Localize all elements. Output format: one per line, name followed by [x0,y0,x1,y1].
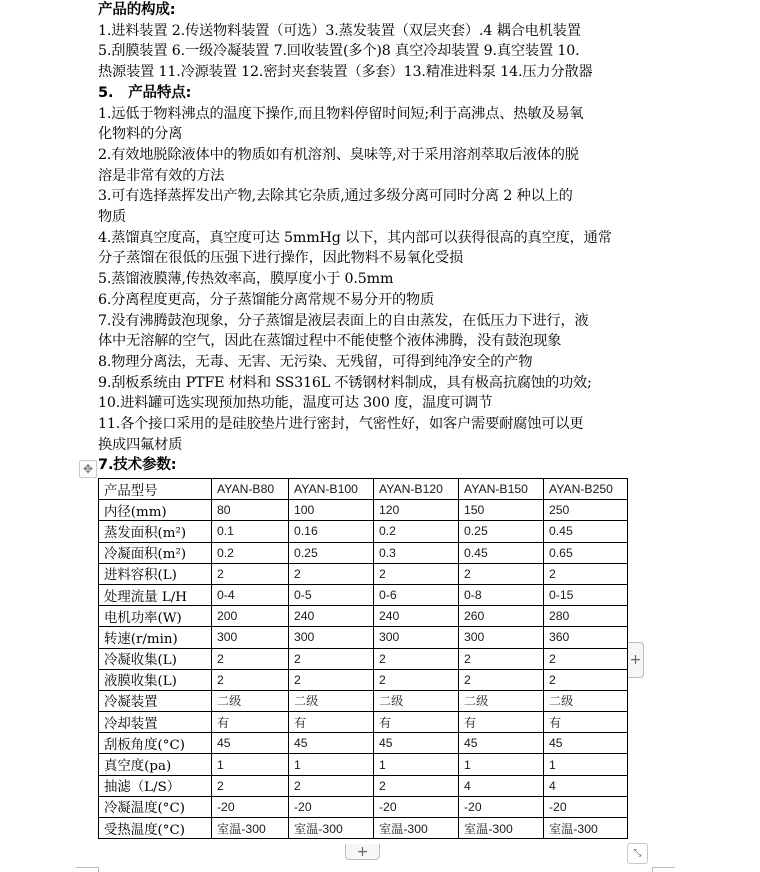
param-value-cell[interactable]: -20 [459,796,544,817]
param-value-cell[interactable]: 0.2 [212,542,289,563]
param-value-cell[interactable]: 2 [544,563,628,584]
composition-line: 5.刮膜装置 6.一级冷凝装置 7.回收装置(多个)8 真空冷却装置 9.真空装置 10. [98,43,580,60]
param-value-cell[interactable]: 4 [459,775,544,796]
table-row [99,627,628,648]
param-value-cell[interactable]: 45 [374,733,459,754]
param-label-cell[interactable]: 电机功率(W) [99,606,212,627]
table-header-row [99,479,628,500]
param-value-cell[interactable]: 2 [459,669,544,690]
table-move-handle-icon[interactable]: ✥ [79,460,97,478]
param-label-cell[interactable]: 进料容积(L) [99,563,212,584]
param-value-cell[interactable]: 有 [289,712,374,733]
param-label-cell[interactable]: 真空度(pa) [99,754,212,775]
param-value-cell[interactable]: 100 [289,500,374,521]
param-value-cell[interactable]: 200 [212,606,289,627]
param-value-cell[interactable]: 45 [289,733,374,754]
table-row [99,542,628,563]
table-row [99,563,628,584]
param-value-cell[interactable]: 300 [459,627,544,648]
param-value-cell[interactable]: -20 [212,796,289,817]
param-value-cell[interactable]: 2 [289,563,374,584]
model-header-cell[interactable]: AYAN-B80 [212,479,289,500]
param-value-cell[interactable]: 二级 [289,690,374,711]
table-row [99,500,628,521]
features-list [98,104,658,456]
model-header-cell[interactable]: AYAN-B100 [289,479,374,500]
param-value-cell[interactable]: 二级 [544,690,628,711]
param-value-cell[interactable]: 室温-300 [212,818,289,839]
param-value-cell[interactable]: 2 [374,563,459,584]
add-row-button[interactable]: + [345,844,380,860]
param-value-cell[interactable]: 0.1 [212,521,289,542]
feature-line: 10.进料罐可选实现预加热功能，温度可达 300 度，温度可调节 [98,395,493,412]
param-value-cell[interactable]: 45 [459,733,544,754]
param-value-cell[interactable]: 1 [212,754,289,775]
param-value-cell[interactable]: 2 [212,775,289,796]
param-value-cell[interactable]: 0-5 [289,584,374,605]
param-value-cell[interactable]: 45 [212,733,289,754]
composition-heading: 产品的构成: [98,2,176,18]
param-value-cell[interactable]: 室温-300 [459,818,544,839]
param-value-cell[interactable]: 2 [544,669,628,690]
param-value-cell[interactable]: 4 [544,775,628,796]
spec-table [98,478,628,839]
model-header-cell[interactable]: AYAN-B250 [544,479,628,500]
feature-line: 分子蒸馏在很低的压强下进行操作，因此物料不易氧化受损 [98,250,463,267]
table-row [99,669,628,690]
param-value-cell[interactable]: 0.16 [289,521,374,542]
feature-line: 1.远低于物料沸点的温度下操作,而且物料停留时间短;利于高沸点、热敏及易氧 [98,105,584,122]
composition-line: 1.进料装置 2.传送物料装置（可选）3.蒸发装置（双层夹套）.4 耦合电机装置 [98,22,581,39]
param-label-cell[interactable]: 冷凝装置 [99,690,212,711]
table-row [99,690,628,711]
param-label-cell[interactable]: 刮板角度(°C) [99,733,212,754]
table-row [99,584,628,605]
table-row [99,733,628,754]
param-value-cell[interactable]: 0.2 [374,521,459,542]
param-value-cell[interactable]: 120 [374,500,459,521]
feature-line: 体中无溶解的空气，因此在蒸馏过程中不能使整个液体沸腾，没有鼓泡现象 [98,333,562,350]
header-label-cell[interactable]: 产品型号 [99,479,212,500]
specs-heading: 7.技术参数: [98,457,177,474]
param-label-cell[interactable]: 冷凝面积(m²) [99,542,212,563]
feature-line: 4.蒸馏真空度高，真空度可达 5mmHg 以下，其内部可以获得很高的真空度，通常 [98,229,612,246]
feature-line: 物质 [98,209,127,226]
param-value-cell[interactable]: -20 [544,796,628,817]
param-label-cell[interactable]: 内径(mm) [99,500,212,521]
param-label-cell[interactable]: 转速(r/min) [99,627,212,648]
param-value-cell[interactable]: 2 [374,775,459,796]
param-value-cell[interactable]: 2 [289,648,374,669]
param-value-cell[interactable]: 0.25 [289,542,374,563]
param-value-cell[interactable]: 2 [212,563,289,584]
model-header-cell[interactable]: AYAN-B150 [459,479,544,500]
param-value-cell[interactable]: 二级 [459,690,544,711]
feature-line: 8.物理分离法，无毒、无害、无污染、无残留，可得到纯净安全的产物 [98,353,533,370]
param-value-cell[interactable]: -20 [289,796,374,817]
param-value-cell[interactable]: 250 [544,500,628,521]
param-value-cell[interactable]: 0-15 [544,584,628,605]
add-column-button[interactable]: + [628,642,644,678]
param-value-cell[interactable]: 280 [544,606,628,627]
page-corner-mark-left [76,867,99,872]
param-value-cell[interactable]: 2 [459,648,544,669]
param-label-cell[interactable]: 冷凝收集(L) [99,648,212,669]
param-value-cell[interactable]: 1 [289,754,374,775]
param-value-cell[interactable]: 80 [212,500,289,521]
param-value-cell[interactable]: 0.3 [374,542,459,563]
param-label-cell[interactable]: 冷却装置 [99,712,212,733]
table-row [99,775,628,796]
param-value-cell[interactable]: 0.45 [459,542,544,563]
table-row [99,754,628,775]
page-corner-mark-right [652,867,675,872]
param-value-cell[interactable]: 2 [289,669,374,690]
feature-line: 换成四氟材质 [98,436,183,453]
feature-line: 5.蒸馏液膜薄,传热效率高，膜厚度小于 0.5mm [98,271,394,288]
feature-line: 3.可有选择蒸挥发出产物,去除其它杂质,通过多级分离可同时分离 2 种以上的 [98,188,573,205]
param-value-cell[interactable]: 有 [459,712,544,733]
param-value-cell[interactable]: 0-4 [212,584,289,605]
composition-line: 热源装置 11.冷源装置 12.密封夹套装置（多套）13.精准进料泵 14.压力分散器 [98,64,593,81]
param-value-cell[interactable]: 2 [212,648,289,669]
table-row [99,606,628,627]
document-page [98,0,658,476]
param-value-cell[interactable]: 二级 [374,690,459,711]
param-value-cell[interactable]: 360 [544,627,628,648]
feature-line: 9.刮板系统由 PTFE 材料和 SS316L 不锈钢材料制成，具有极高抗腐蚀的功效; [98,374,592,391]
feature-line: 11.各个接口采用的是硅胶垫片进行密封，气密性好，如客户需要耐腐蚀可以更 [98,416,584,433]
param-value-cell[interactable]: 室温-300 [289,818,374,839]
param-value-cell[interactable]: 2 [544,648,628,669]
param-value-cell[interactable]: 室温-300 [374,818,459,839]
feature-line: 2.有效地脱除液体中的物质如有机溶剂、臭味等,对于采用溶剂萃取后液体的脱 [98,146,579,163]
param-value-cell[interactable]: 2 [374,648,459,669]
param-value-cell[interactable]: 0-8 [459,584,544,605]
param-label-cell[interactable]: 冷凝温度(°C) [99,796,212,817]
param-value-cell[interactable]: 240 [289,606,374,627]
param-value-cell[interactable]: 1 [374,754,459,775]
composition-list [98,21,658,83]
param-value-cell[interactable]: 260 [459,606,544,627]
table-row [99,818,628,839]
param-label-cell[interactable]: 受热温度(°C) [99,818,212,839]
table-row [99,796,628,817]
feature-line: 化物料的分离 [98,126,183,143]
param-value-cell[interactable]: 300 [374,627,459,648]
param-value-cell[interactable]: 二级 [212,690,289,711]
param-label-cell[interactable]: 处理流量 L/H [99,584,212,605]
param-value-cell[interactable]: 45 [544,733,628,754]
param-value-cell[interactable]: 0-6 [374,584,459,605]
table-row [99,648,628,669]
param-value-cell[interactable]: 室温-300 [544,818,628,839]
param-value-cell[interactable]: -20 [374,796,459,817]
param-value-cell[interactable]: 2 [289,775,374,796]
table-row [99,712,628,733]
table-resize-icon[interactable]: ⤡ [627,843,648,864]
param-label-cell[interactable]: 液膜收集(L) [99,669,212,690]
param-label-cell[interactable]: 蒸发面积(m²) [99,521,212,542]
param-value-cell[interactable]: 有 [212,712,289,733]
param-value-cell[interactable]: 1 [544,754,628,775]
param-value-cell[interactable]: 2 [374,669,459,690]
param-value-cell[interactable]: 2 [212,669,289,690]
table-row [99,521,628,542]
features-heading: 5. 产品特点: [98,84,192,101]
param-value-cell[interactable]: 300 [289,627,374,648]
param-value-cell[interactable]: 300 [212,627,289,648]
param-value-cell[interactable]: 0.25 [459,521,544,542]
feature-line: 溶是非常有效的方法 [98,167,225,184]
param-value-cell[interactable]: 有 [544,712,628,733]
feature-line: 7.没有沸腾鼓泡现象，分子蒸馏是液层表面上的自由蒸发，在低压力下进行，液 [98,312,589,329]
feature-line: 6.分离程度更高，分子蒸馏能分离常规不易分开的物质 [98,291,435,308]
param-value-cell[interactable]: 1 [459,754,544,775]
model-header-cell[interactable]: AYAN-B120 [374,479,459,500]
param-value-cell[interactable]: 240 [374,606,459,627]
param-label-cell[interactable]: 抽滤（L/S） [99,775,212,796]
param-value-cell[interactable]: 0.65 [544,542,628,563]
param-value-cell[interactable]: 有 [374,712,459,733]
param-value-cell[interactable]: 2 [459,563,544,584]
param-value-cell[interactable]: 0.45 [544,521,628,542]
param-value-cell[interactable]: 150 [459,500,544,521]
